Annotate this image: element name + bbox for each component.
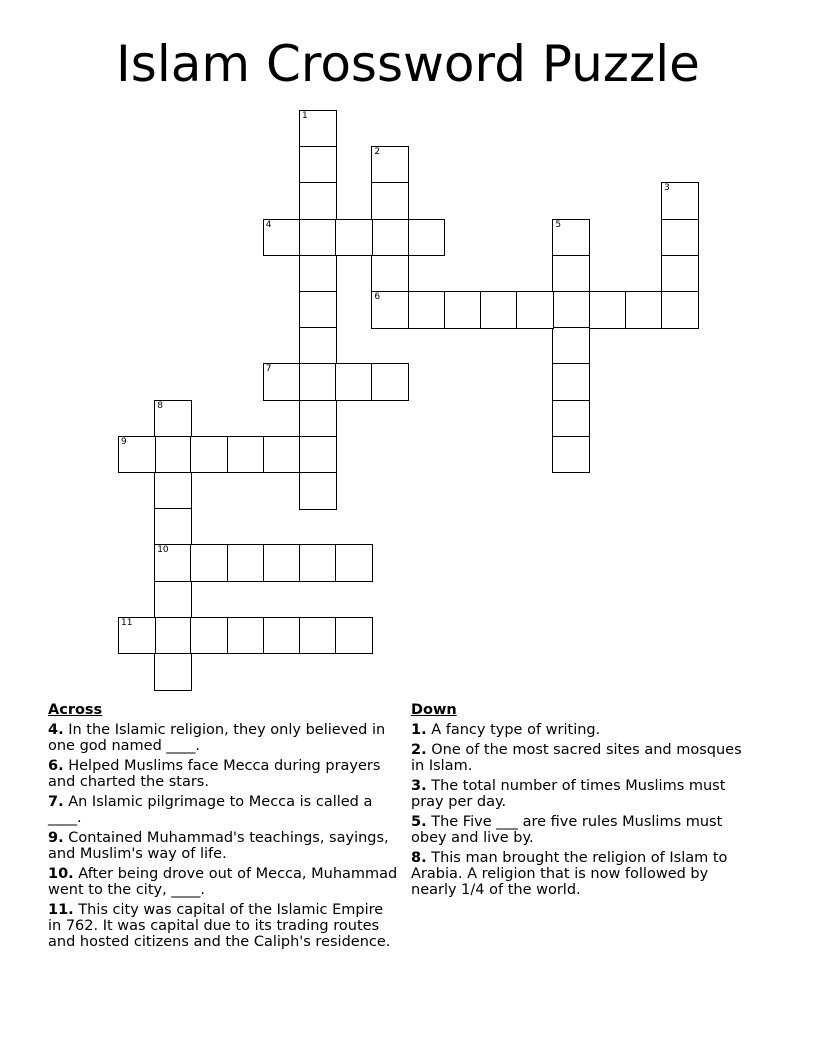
cell-number: 5 <box>555 219 562 230</box>
cell-number: 3 <box>664 183 670 194</box>
down-heading: Down <box>411 702 457 718</box>
grid-cell[interactable] <box>661 291 699 329</box>
grid-cell[interactable] <box>371 363 409 401</box>
grid-cell[interactable] <box>263 617 301 655</box>
grid-cell[interactable] <box>227 617 265 655</box>
grid-cell[interactable] <box>444 291 482 329</box>
grid-cell[interactable] <box>371 182 409 220</box>
grid-cell[interactable] <box>227 544 265 582</box>
cell-number: 4 <box>265 219 272 230</box>
grid-cell[interactable] <box>335 544 373 582</box>
grid-cell[interactable] <box>299 363 337 401</box>
grid-cell[interactable] <box>190 436 228 474</box>
grid-cell[interactable] <box>335 219 373 257</box>
grid-cell[interactable] <box>299 291 337 329</box>
clue-number: 10. <box>48 866 74 882</box>
clue-number: 6. <box>48 758 64 774</box>
grid-cell[interactable] <box>552 255 590 293</box>
grid-cell[interactable] <box>299 436 337 474</box>
grid-cell[interactable] <box>263 544 301 582</box>
clue-number: 1. <box>411 722 427 738</box>
grid-cell[interactable] <box>299 544 337 582</box>
grid-cell[interactable] <box>552 400 590 438</box>
grid-cell[interactable] <box>154 472 192 510</box>
grid-cell[interactable] <box>154 508 192 546</box>
grid-cell[interactable] <box>661 255 699 293</box>
grid-cell[interactable] <box>227 436 265 474</box>
clue-text: The Five ___ are five rules Muslims must obey and live by. <box>411 814 723 846</box>
clue-across-11 <box>48 902 400 950</box>
grid-cell[interactable] <box>371 146 409 184</box>
grid-cell[interactable] <box>299 617 337 655</box>
cell-number: 2 <box>374 147 381 158</box>
clue-number: 5. <box>411 814 427 830</box>
cell-number: 9 <box>121 436 127 447</box>
clue-across-7 <box>48 794 400 826</box>
grid-cell[interactable] <box>263 436 301 474</box>
grid-cell[interactable] <box>154 653 192 691</box>
clue-down-1 <box>411 722 756 738</box>
grid-cell[interactable] <box>299 110 337 148</box>
grid-cell[interactable] <box>371 219 409 257</box>
grid-cell[interactable] <box>154 617 192 655</box>
clue-text: After being drove out of Mecca, Muhammad went to the city, ____. <box>48 866 398 898</box>
clue-down-8 <box>411 850 756 898</box>
cell-number: 1 <box>302 111 308 121</box>
grid-cell[interactable] <box>154 581 192 619</box>
grid-cell[interactable] <box>299 146 337 184</box>
clue-number: 8. <box>411 850 427 866</box>
down-clues <box>411 702 756 902</box>
grid-cell[interactable] <box>154 400 192 438</box>
grid-cell[interactable] <box>516 291 554 329</box>
grid-cell[interactable] <box>552 327 590 365</box>
clue-text: Contained Muhammad's teachings, sayings, and Muslim's way of life. <box>48 830 389 862</box>
clue-number: 3. <box>411 778 427 794</box>
grid-cell[interactable] <box>190 617 228 655</box>
clue-across-9 <box>48 830 400 862</box>
clue-number: 2. <box>411 742 427 758</box>
cell-number: 10 <box>157 545 169 556</box>
grid-cell[interactable] <box>371 255 409 293</box>
across-heading: Across <box>48 702 103 718</box>
clue-text: This city was capital of the Islamic Empire in 762. It was capital due to its trading routes and hosted citizens and the Caliph's residence. <box>48 902 391 950</box>
grid-cell[interactable] <box>118 436 156 474</box>
grid-cell[interactable] <box>589 291 627 329</box>
clue-number: 9. <box>48 830 64 846</box>
clue-across-4 <box>48 722 400 754</box>
grid-cell[interactable] <box>552 436 590 474</box>
grid-cell[interactable] <box>299 400 337 438</box>
grid-cell[interactable] <box>625 291 663 329</box>
grid-cell[interactable] <box>552 219 590 257</box>
grid-cell[interactable] <box>190 544 228 582</box>
grid-cell[interactable] <box>154 544 192 582</box>
grid-cell[interactable] <box>299 327 337 365</box>
grid-cell[interactable] <box>335 617 373 655</box>
grid-cell[interactable] <box>299 255 337 293</box>
grid-cell[interactable] <box>335 363 373 401</box>
grid-cell[interactable] <box>299 472 337 510</box>
clue-text: This man brought the religion of Islam to Arabia. A religion that is now followed by nearly 1/4 of the world. <box>411 850 728 898</box>
clue-across-6 <box>48 758 400 790</box>
clue-across-10 <box>48 866 400 898</box>
clue-text: In the Islamic religion, they only believed in one god named ____. <box>48 722 386 754</box>
cell-number: 11 <box>121 617 133 628</box>
grid-cell[interactable] <box>299 219 337 257</box>
grid-cell[interactable] <box>299 182 337 220</box>
grid-cell[interactable] <box>480 291 518 329</box>
grid-cell[interactable] <box>408 219 446 257</box>
grid-cell[interactable] <box>263 363 301 401</box>
cell-number: 7 <box>265 364 272 375</box>
grid-cell[interactable] <box>118 617 156 655</box>
clue-text: An Islamic pilgrimage to Mecca is called a ____. <box>48 794 373 826</box>
grid-cell[interactable] <box>154 436 192 474</box>
grid-cell[interactable] <box>661 219 699 257</box>
clue-number: 11. <box>48 902 74 918</box>
clue-down-5 <box>411 814 756 846</box>
across-clues <box>48 702 400 954</box>
clue-text: A fancy type of writing. <box>431 722 601 738</box>
grid-cell[interactable] <box>552 363 590 401</box>
clue-text: Helped Muslims face Mecca during prayers and charted the stars. <box>48 758 381 790</box>
puzzle-title: Islam Crossword Puzzle <box>116 35 700 93</box>
clue-number: 7. <box>48 794 64 810</box>
clue-text: One of the most sacred sites and mosques in Islam. <box>411 742 742 774</box>
clue-text: The total number of times Muslims must pray per day. <box>411 778 726 810</box>
grid-cell[interactable] <box>552 291 590 329</box>
grid-cell[interactable] <box>408 291 446 329</box>
clue-number: 4. <box>48 722 64 738</box>
clue-down-3 <box>411 778 756 810</box>
grid-cell[interactable] <box>661 182 699 220</box>
grid-cell[interactable] <box>263 219 301 257</box>
clue-down-2 <box>411 742 756 774</box>
cell-number: 8 <box>157 400 163 411</box>
cell-number: 6 <box>374 292 381 302</box>
grid-cell[interactable] <box>371 291 409 329</box>
